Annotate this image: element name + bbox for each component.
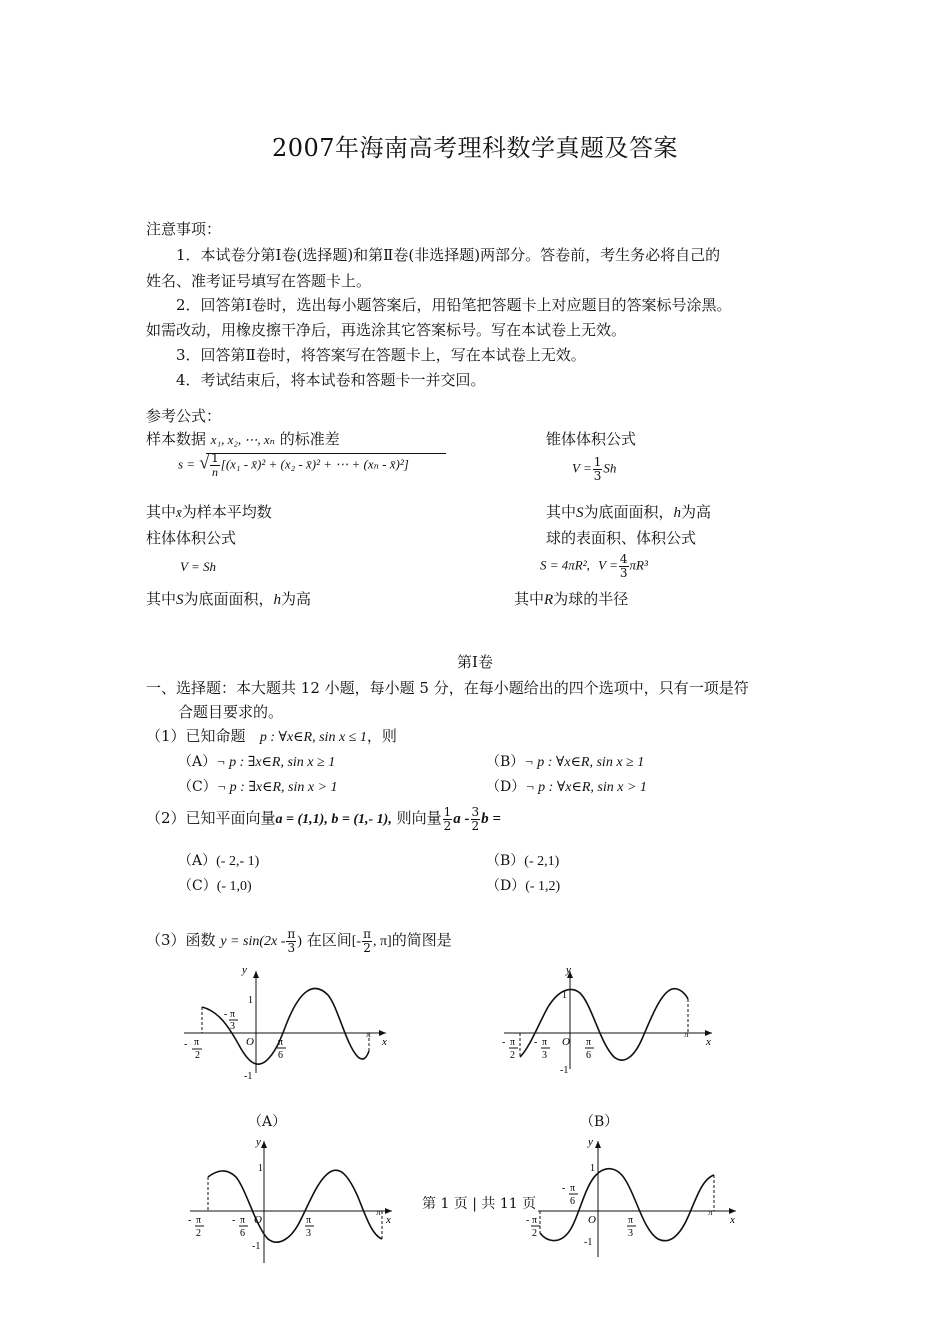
tick-pi: π (542, 1037, 548, 1048)
q1-option-b[interactable]: （B）¬ p : ∀x∈R, sin x ≥ 1 (486, 754, 645, 770)
notice-item: 1．本试卷分第Ⅰ卷(选择题)和第Ⅱ卷(非选择题)两部分。答卷前，考生务必将自己的 (176, 246, 721, 264)
tick-6: 6 (586, 1050, 591, 1061)
q1-option-a[interactable]: （A）¬ p : ∃x∈R, sin x ≥ 1 (178, 754, 336, 770)
y-label: y (242, 964, 247, 976)
tick-3: 3 (306, 1228, 311, 1239)
y-label: y (256, 1136, 261, 1148)
formula-sd: s = √ $\frac{1}{n}$ [(x₁ - x̄)² + (x₂ - x̄)² + ⋯ + (xₙ - x̄)²] (178, 451, 409, 479)
tick-2: 2 (510, 1050, 515, 1061)
curve (208, 1170, 382, 1242)
tick-minus: - (534, 1037, 538, 1048)
x-label: x (730, 1214, 735, 1226)
tick-3: 3 (542, 1050, 547, 1061)
tick-2: 2 (196, 1228, 201, 1239)
tick-pi: π (278, 1037, 284, 1048)
graph-b[interactable] (500, 965, 715, 1075)
formula-cone-label: 锥体体积公式 (546, 430, 637, 448)
tick-minus: - (502, 1037, 506, 1048)
q2-stem: （2）已知平面向量a = (1,1), b = (1,- 1), 则向量 $\frac{1}{2}$ a - $\frac{3}{2}$ b = (146, 805, 501, 833)
tick-pi: π (586, 1037, 592, 1048)
tick-pi: π (196, 1215, 202, 1226)
y-arrow (595, 1141, 601, 1148)
q1-option-d[interactable]: （D）¬ p : ∀x∈R, sin x > 1 (486, 779, 647, 795)
graph-a[interactable] (180, 964, 390, 1082)
curve (540, 1169, 714, 1241)
tick-1: 1 (562, 990, 567, 1001)
tick-3: 3 (628, 1228, 633, 1239)
formula-sphere-label: 球的表面积、体积公式 (546, 529, 697, 547)
graph-b-svg (500, 965, 715, 1075)
tick-2: 2 (532, 1228, 537, 1239)
x-label: x (386, 1214, 391, 1226)
notice-heading: 注意事项： (146, 220, 222, 238)
y-label: y (588, 1136, 593, 1148)
tick-pi: π (366, 1029, 371, 1039)
notice-item: 如需改动，用橡皮擦干净后，再选涂其它答案标号。写在本试卷上无效。 (146, 321, 627, 339)
tick-pi: π (708, 1207, 713, 1217)
tick-minus: - (526, 1215, 530, 1226)
section-instructions: 一、选择题：本大题共 12 小题，每小题 5 分，在每小题给出的四个选项中，只有一项是符 (146, 679, 749, 697)
tick-pi: π (570, 1183, 576, 1194)
tick-pi: π (194, 1037, 200, 1048)
curve (202, 988, 369, 1064)
page-title: 2007年海南高考理科数学真题及答案 (271, 134, 679, 162)
tick-minus: - (232, 1215, 236, 1226)
y-label: y (566, 964, 571, 976)
tick-pi: π (306, 1215, 312, 1226)
x-label: x (382, 1036, 387, 1048)
q2-option-a[interactable]: （A）(- 2,- 1) (178, 853, 260, 869)
y-arrow (253, 971, 259, 978)
formula-sd-label: 样本数据 x₁, x₂, ⋯, xₙ 的标准差 (146, 430, 340, 448)
graph-c-svg (186, 1135, 396, 1265)
formula-prism: V = Sh (180, 559, 216, 574)
tick-pi: π (628, 1215, 634, 1226)
graph-a-svg (180, 964, 390, 1082)
q3-stem: （3）函数 y = sin(2x - $\frac{\pi}{3}$ ) 在区间[- $\frac{\pi}{2}$ , π]的简图是 (146, 927, 452, 955)
notice-item: 2．回答第Ⅰ卷时，选出每小题答案后，用铅笔把答题卡上对应题目的答案标号涂黑。 (176, 296, 732, 314)
q2-option-c[interactable]: （C）(- 1,0) (178, 878, 252, 894)
tick-2: 2 (195, 1050, 200, 1061)
tick-pi: π (532, 1215, 538, 1226)
page-footer: 第 1 页 | 共 11 页 (420, 1193, 538, 1213)
tick-neg1: -1 (252, 1241, 261, 1252)
formulas-heading: 参考公式： (146, 407, 222, 425)
formula-prism-note: 其中S为底面面积，h为高 (146, 590, 312, 608)
y-arrow (261, 1141, 267, 1148)
tick-pi: π (240, 1215, 246, 1226)
q1-option-c[interactable]: （C）¬ p : ∃x∈R, sin x > 1 (178, 779, 338, 795)
section-instructions-cont: 合题目要求的。 (178, 703, 284, 721)
tick-6: 6 (240, 1228, 245, 1239)
q1-stem: （1）已知命题 p : ∀x∈R, sin x ≤ 1，则 (146, 727, 397, 745)
tick-pi: π (510, 1037, 516, 1048)
tick-minus: - (184, 1039, 188, 1050)
graph-b-caption: （B） (580, 1114, 619, 1130)
tick-6: 6 (570, 1196, 575, 1207)
x-label: x (706, 1036, 711, 1048)
tick-neg1: -1 (584, 1237, 593, 1248)
formula-cone: V = $\frac{1}{3}$ Sh (572, 455, 617, 483)
tick-1: 1 (590, 1163, 595, 1174)
tick-neg1: -1 (560, 1065, 569, 1076)
graph-a-caption: （A） (248, 1114, 287, 1130)
tick-pi: π (376, 1207, 381, 1217)
q2-option-d[interactable]: （D）(- 1,2) (486, 878, 561, 894)
tick-pi: π (230, 1009, 236, 1020)
origin: O (562, 1036, 570, 1048)
formula-sphere: S = 4πR², V = $\frac{4}{3}$ πR³ (540, 552, 648, 580)
formula-cone-note: 其中S为底面面积，h为高 (546, 503, 712, 521)
part1-heading: 第Ⅰ卷 (457, 653, 493, 671)
tick-1: 1 (248, 995, 253, 1006)
origin: O (254, 1214, 262, 1226)
sqrt-bar (206, 453, 446, 454)
tick-6: 6 (278, 1050, 283, 1061)
graph-d-svg (524, 1135, 739, 1265)
graph-c[interactable] (186, 1135, 396, 1265)
origin: O (588, 1214, 596, 1226)
tick-minus: - (188, 1215, 192, 1226)
tick-minus: - (224, 1009, 228, 1020)
notice-item: 3．回答第Ⅱ卷时，将答案写在答题卡上，写在本试卷上无效。 (176, 346, 586, 364)
tick-pi: π (684, 1029, 689, 1039)
tick-3: 3 (230, 1021, 235, 1032)
origin: O (246, 1036, 254, 1048)
tick-minus: - (562, 1183, 566, 1194)
tick-1: 1 (258, 1163, 263, 1174)
formula-prism-label: 柱体体积公式 (146, 529, 237, 547)
tick-neg1: -1 (244, 1071, 253, 1082)
notice-item: 姓名、准考证号填写在答题卡上。 (146, 272, 372, 290)
formula-sphere-note: 其中R为球的半径 (514, 590, 629, 608)
formula-mean-note: 其中x̄为样本平均数 (146, 503, 272, 521)
q2-option-b[interactable]: （B）(- 2,1) (486, 853, 560, 869)
graph-d[interactable] (524, 1135, 739, 1265)
notice-item: 4．考试结束后，将本试卷和答题卡一并交回。 (176, 371, 486, 389)
